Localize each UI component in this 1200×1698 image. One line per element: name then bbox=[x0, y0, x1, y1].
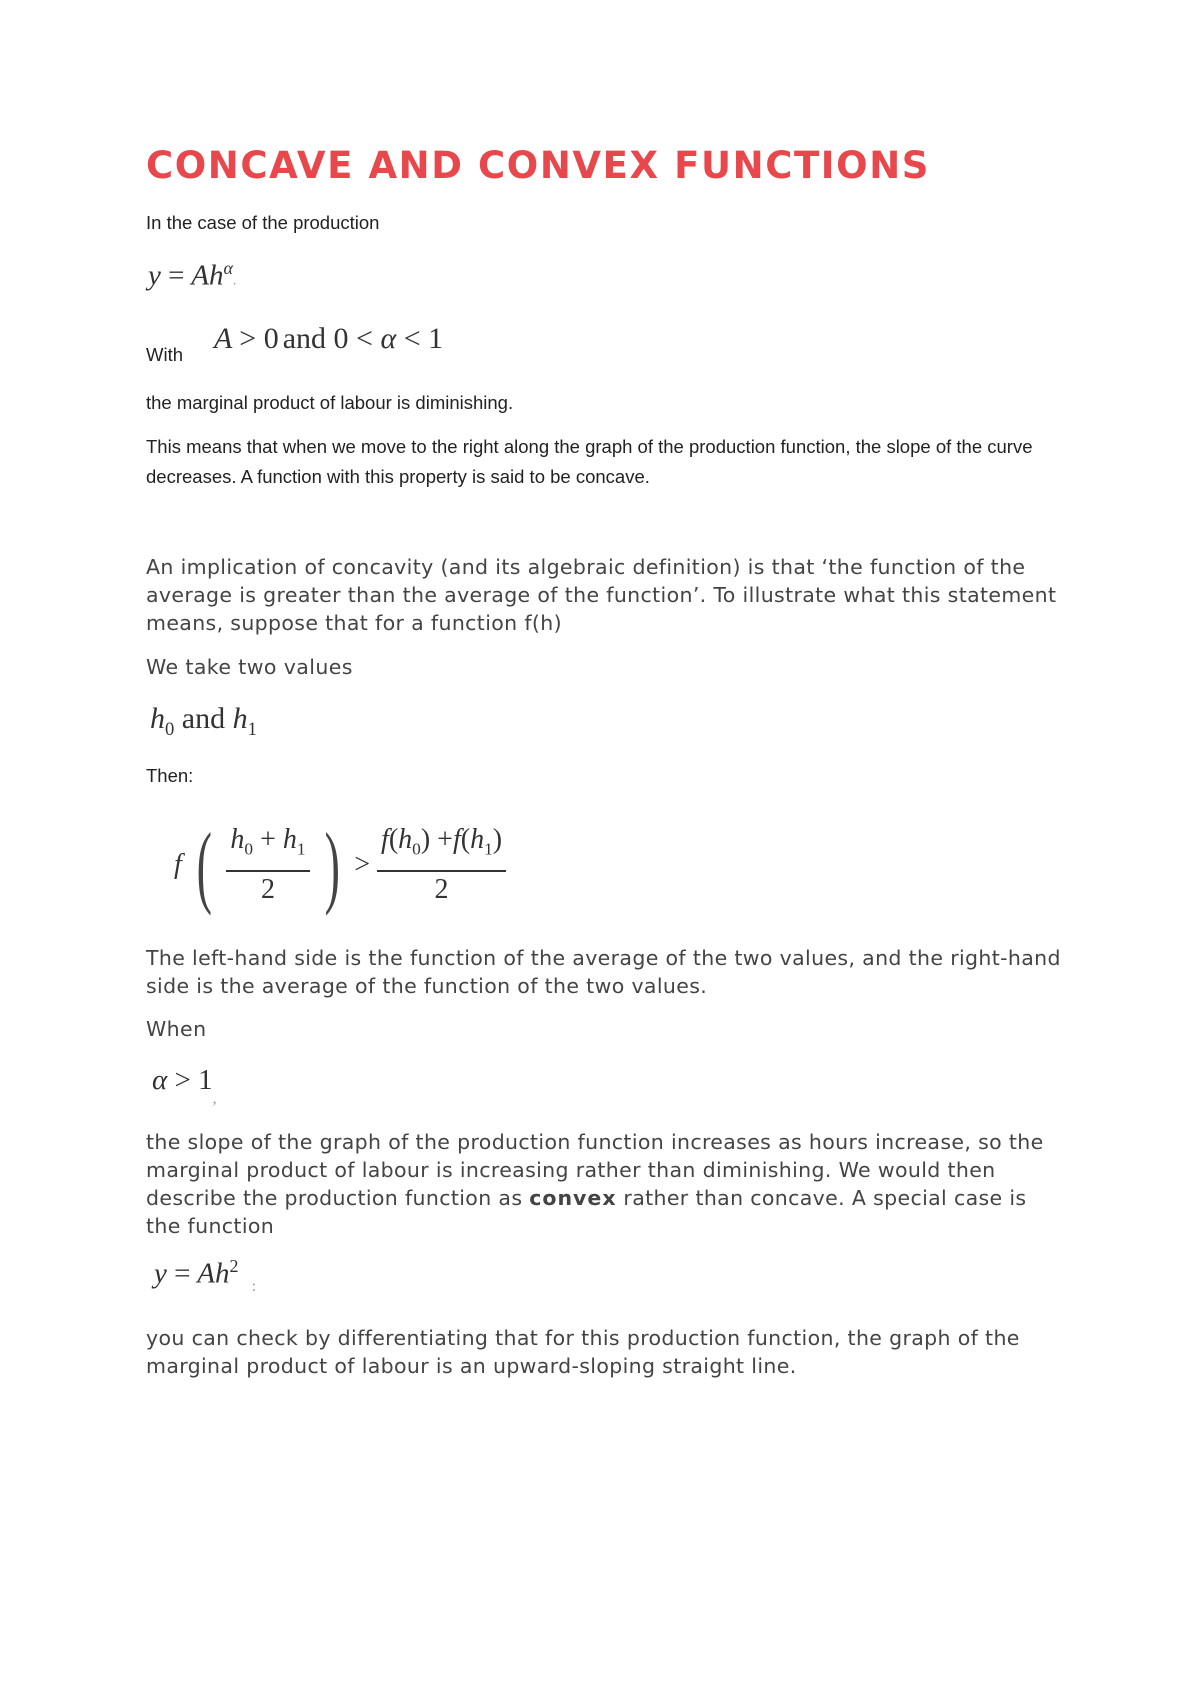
cond-A: A bbox=[214, 322, 232, 355]
rnum-sub0: 0 bbox=[412, 839, 421, 859]
values-and: and bbox=[181, 702, 226, 735]
rnum-open1: ( bbox=[460, 824, 471, 855]
eq1-A: A bbox=[191, 259, 209, 292]
eq1-period: . bbox=[232, 273, 237, 289]
ineq-right-fraction bbox=[377, 822, 506, 908]
rnum-close0: ) bbox=[420, 824, 431, 855]
final-paragraph: you can check by differentiating that for this production function, the graph of the marginal product of labour is an upward-sloping straight line. bbox=[146, 1326, 1020, 1378]
eq1-exponent: α bbox=[223, 258, 233, 278]
then-label: Then: bbox=[146, 765, 194, 786]
alpha-gt: > bbox=[174, 1064, 191, 1096]
cond-alpha: α bbox=[380, 322, 397, 355]
rnum-sub1: 1 bbox=[484, 839, 493, 859]
eq1-y: y bbox=[148, 259, 161, 292]
rnum-h1: h bbox=[470, 824, 485, 855]
convex-word: convex bbox=[529, 1186, 617, 1210]
lnum-sub1: 1 bbox=[296, 839, 306, 859]
ineq-gt: > bbox=[354, 848, 371, 880]
cond-zero2: 0 bbox=[333, 322, 349, 355]
ineq-left-fraction bbox=[226, 822, 309, 908]
alpha-comma: , bbox=[212, 1090, 217, 1107]
convex-text-pre: the slope of the graph of the production function increases as hours increase, so the marginal product of labour is increasing rather than diminishing. We would then describe the production function as bbox=[146, 1130, 1044, 1210]
cond-lt2: < bbox=[403, 322, 421, 355]
special-case-equation bbox=[154, 1256, 256, 1296]
eq2-h: h bbox=[214, 1257, 230, 1290]
h0-symbol: h bbox=[150, 702, 165, 735]
ineq-left-paren: ( bbox=[196, 813, 212, 916]
mpl-diminishing-text: the marginal product of labour is diminishing. bbox=[146, 392, 514, 413]
rnum-f1: f bbox=[452, 824, 461, 855]
parameter-condition bbox=[214, 322, 443, 356]
h1-subscript: 1 bbox=[247, 719, 257, 740]
cond-gt: > bbox=[239, 322, 257, 355]
intro-text: In the case of the production bbox=[146, 212, 380, 233]
when-label: When bbox=[146, 1017, 207, 1041]
lnum-h1: h bbox=[282, 824, 297, 855]
take-two-values-text: We take two values bbox=[146, 655, 353, 679]
cond-zero: 0 bbox=[263, 322, 279, 355]
h0-subscript: 0 bbox=[165, 719, 175, 740]
concavity-inequality bbox=[174, 813, 506, 918]
h1-symbol: h bbox=[232, 702, 248, 735]
rnum-h0: h bbox=[398, 824, 413, 855]
lnum-sub0: 0 bbox=[244, 839, 254, 859]
ineq-f: f bbox=[174, 848, 182, 880]
eq1-equals: = bbox=[168, 259, 185, 292]
ineq-right-paren: ) bbox=[324, 813, 340, 916]
cond-lt1: < bbox=[356, 322, 373, 355]
page-title: CONCAVE AND CONVEX FUNCTIONS bbox=[146, 144, 931, 187]
cond-one: 1 bbox=[428, 322, 444, 355]
with-label: With bbox=[146, 344, 183, 365]
rnum-plus: + bbox=[437, 824, 453, 855]
values-expression bbox=[150, 702, 257, 741]
eq2-equals: = bbox=[174, 1257, 191, 1290]
cond-and: and bbox=[282, 322, 327, 355]
production-equation bbox=[148, 258, 236, 293]
lnum-plus: + bbox=[260, 824, 276, 855]
rnum-f0: f bbox=[381, 824, 389, 855]
eq1-h: h bbox=[208, 259, 224, 292]
convex-text-post: rather than concave. A special case is the function bbox=[146, 1186, 1027, 1238]
eq2-colon: : bbox=[251, 1277, 257, 1295]
implication-paragraph: An implication of concavity (and its algebraic definition) is that ‘the function of the average is greater than the average of the function’. To illustrate what this statement means, suppose that for a function f(h) bbox=[146, 555, 1057, 635]
concave-paragraph: This means that when we move to the right along the graph of the production function, the slope of the curve decreases. A function with this property is said to be concave. bbox=[146, 436, 1033, 487]
alpha-one: 1 bbox=[198, 1064, 213, 1096]
left-denominator: 2 bbox=[261, 873, 275, 905]
convex-paragraph bbox=[146, 1128, 1066, 1240]
eq2-y: y bbox=[154, 1257, 167, 1290]
alpha-symbol: α bbox=[152, 1064, 168, 1096]
eq2-exponent: 2 bbox=[229, 1256, 239, 1276]
eq2-A: A bbox=[197, 1257, 215, 1290]
rnum-open0: ( bbox=[388, 824, 399, 855]
alpha-condition bbox=[152, 1064, 217, 1108]
right-denominator: 2 bbox=[434, 873, 449, 905]
rnum-close1: ) bbox=[492, 824, 503, 855]
lhs-rhs-paragraph: The left-hand side is the function of the average of the two values, and the right-hand side is the average of the function of the two values. bbox=[146, 946, 1061, 998]
lnum-h0: h bbox=[230, 824, 245, 855]
